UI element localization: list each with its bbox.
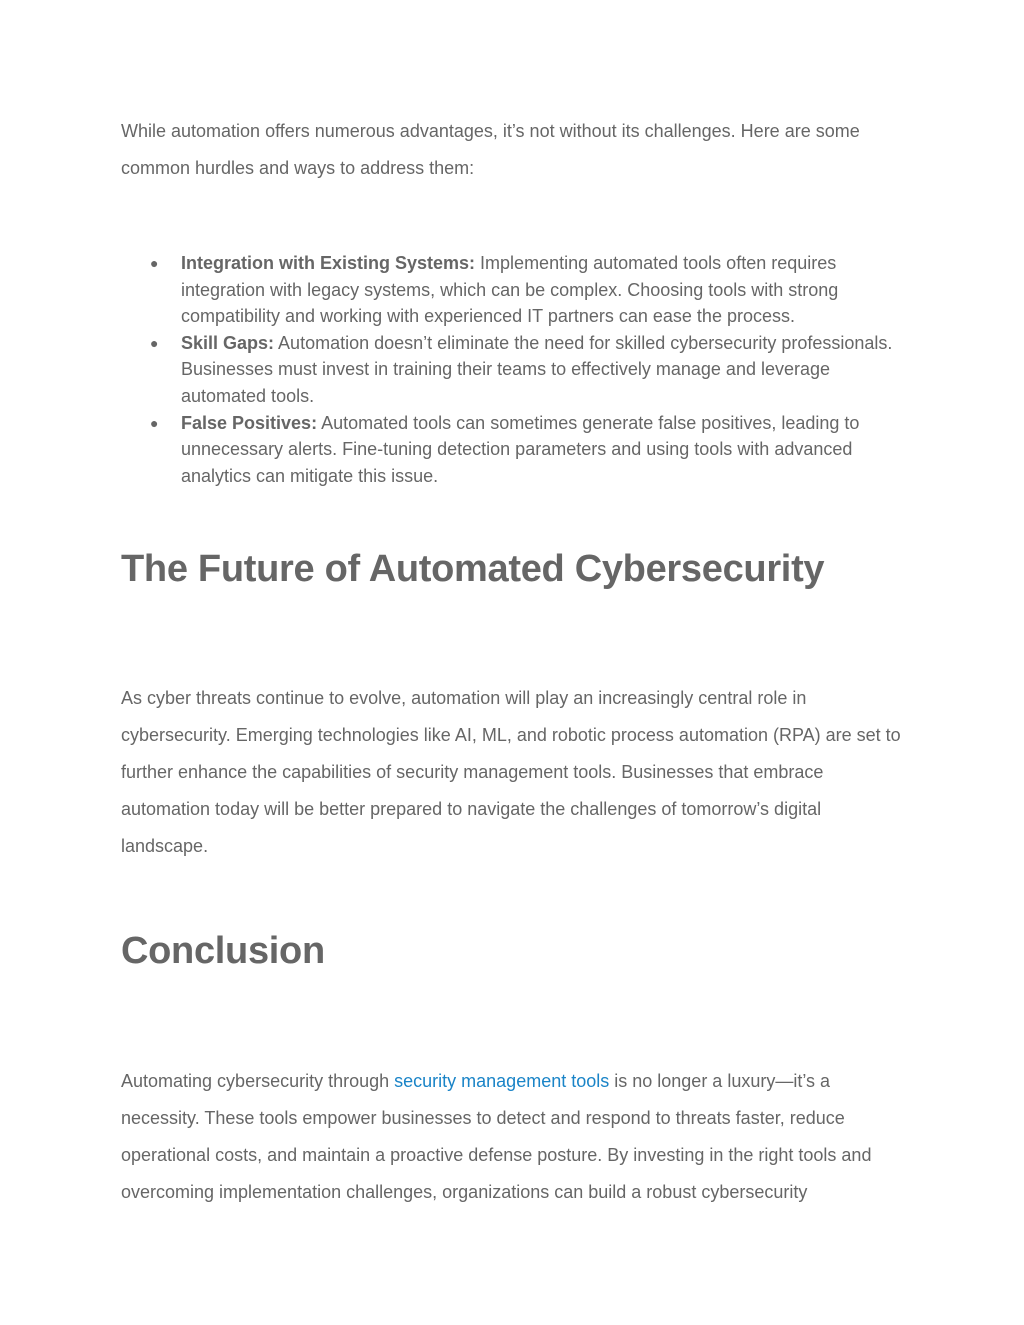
challenges-list xyxy=(121,250,906,489)
list-item-text: Automation doesn’t eliminate the need for skilled cybersecurity professionals. Businesses must invest in training their teams to effectively manage and leverage automated tools. xyxy=(181,332,893,406)
list-item xyxy=(121,330,906,410)
future-heading: The Future of Automated Cybersecurity xyxy=(121,548,825,590)
bullet-icon: ● xyxy=(150,255,159,271)
conclusion-text-before: Automating cybersecurity through xyxy=(121,1071,395,1091)
bullet-icon: ● xyxy=(150,334,159,351)
future-paragraph: As cyber threats continue to evolve, automation will play an increasingly central role in cybersecurity. Emerging technologies like AI, ML, and robotic process automation (RPA) are set to further enhance the capabilities of security management tools. Businesses that embrace automation today will be better prepared to navigate the challenges of tomorrow’s digital landscape. xyxy=(121,688,901,856)
conclusion-text-after: is no longer a luxury—it’s a necessity. These tools empower businesses to detect and respond to threats faster, reduce operational costs, and maintain a proactive defense posture. By investing in the right tools and overcoming implementation challenges, organizations can build a robust cybersecurity xyxy=(121,1071,872,1202)
list-item-title: Integration with Existing Systems: xyxy=(181,253,476,273)
intro-paragraph: While automation offers numerous advantages, it’s not without its challenges. Here are some common hurdles and ways to address them: xyxy=(121,121,860,178)
list-item xyxy=(121,410,906,490)
security-management-tools-link[interactable]: security management tools xyxy=(394,1071,610,1091)
list-item xyxy=(121,250,906,330)
list-item-text: Implementing automated tools often requires integration with legacy systems, which can be complex. Choosing tools with strong compatibility and working with experienced IT partners can ease the process. xyxy=(181,253,839,327)
conclusion-heading: Conclusion xyxy=(121,930,325,972)
conclusion-paragraph xyxy=(121,1063,906,1211)
bullet-icon: ● xyxy=(150,414,159,431)
list-item-text: Automated tools can sometimes generate false positives, leading to unnecessary alerts. Fine-tuning detection parameters and using tools with advanced analytics can mitigate this issue. xyxy=(181,412,860,486)
list-item-title: Skill Gaps: xyxy=(181,332,275,353)
list-item-title: False Positives: xyxy=(181,412,318,433)
